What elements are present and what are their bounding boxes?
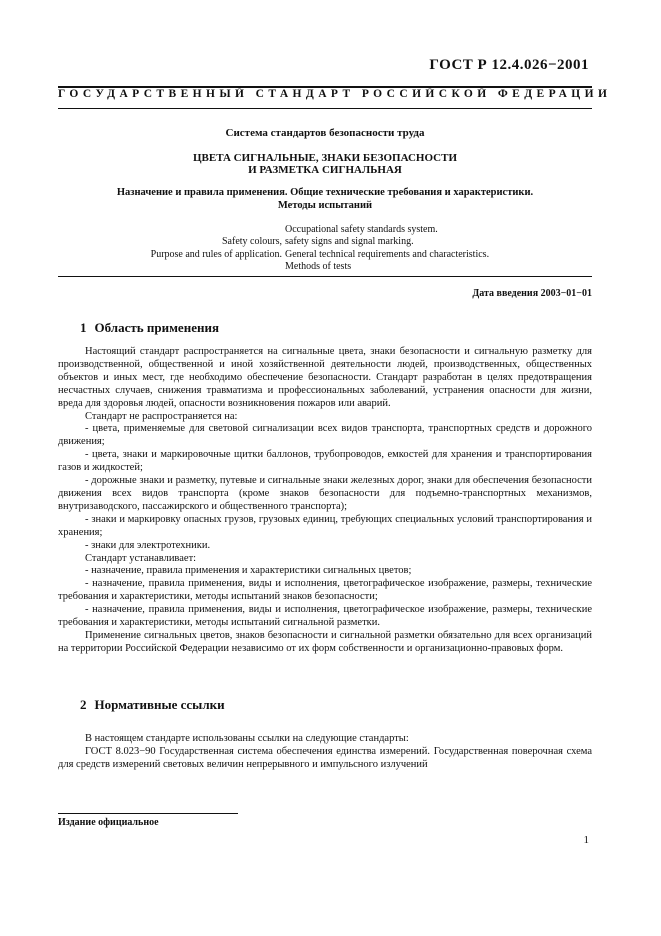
- section-2-number: 2: [80, 697, 87, 712]
- reference-item: ГОСТ 8.023−90 Государственная система обеспечения единства измерений. Государственная поверочная схема для средств измерений световых величин непрерывного и импульсного излучений: [58, 745, 592, 770]
- section-1-body: [58, 346, 592, 656]
- paragraph: Стандарт устанавливает:: [85, 552, 197, 564]
- list-item: - дорожные знаки и разметку, путевые и сигнальные знаки железных дорог, знаки для обеспечения безопасности движения всех видов транспорта (кроме знаков безопасности для подъемно-транспортных механизмов, внутризаводского, пассажирского и общественного транспорта);: [58, 475, 592, 512]
- date-rule: [58, 276, 592, 277]
- main-title-line-1: ЦВЕТА СИГНАЛЬНЫЕ, ЗНАКИ БЕЗОПАСНОСТИ: [192, 152, 458, 164]
- paragraph: Настоящий стандарт распространяется на сигнальные цвета, знаки безопасности и сигнальную разметку для производственной, общественной и иной хозяйственной деятельности людей, производственных, общественных объектов и иных мест, где необходимо обеспечение безопасности. Стандарт разработан в целях предотвращения несчастных случаев, снижения травматизма и профессиональных заболеваний, устранения опасности для жизни, вреда для здоровья людей, опасности возникновения пожаров или аварий.: [58, 346, 592, 409]
- english-title-block: [58, 224, 489, 273]
- state-standard-heading: ГОСУДАРСТВЕННЫЙ СТАНДАРТ РОССИЙСКОЙ ФЕДЕРАЦИИ: [58, 88, 612, 100]
- subtitle-line-1: Назначение и правила применения. Общие технические требования и характеристики.: [116, 187, 534, 198]
- english-title-row: [58, 224, 489, 236]
- paragraph: Применение сигнальных цветов, знаков безопасности и сигнальной разметки обязательно для всех организаций на территории Российской Федерации независимо от их форм собственности и организационно-правовых форм.: [58, 629, 592, 654]
- header-rule-bottom: [58, 108, 592, 109]
- english-title-row: [58, 261, 489, 273]
- english-title-row: [58, 249, 489, 261]
- introduction-date: Дата введения 2003−01−01: [472, 288, 592, 299]
- english-title-line-4: Methods of tests: [285, 260, 352, 272]
- list-item: - знаки для электротехники.: [85, 539, 211, 551]
- section-1-title: Область применения: [94, 320, 219, 335]
- english-title-line-2-left: Safety colours,: [222, 236, 282, 248]
- list-item: - назначение, правила применения, виды и исполнения, цветографическое изображение, размеры, технические требования и характеристики, методы испытаний сигнальной разметки.: [58, 604, 592, 629]
- standard-series-title: Система стандартов безопасности труда: [225, 127, 425, 139]
- english-title-line-3-left: Purpose and rules of application.: [150, 248, 282, 260]
- paragraph: Стандарт не распространяется на:: [85, 410, 238, 422]
- english-title-line-1: Occupational safety standards system.: [285, 224, 438, 235]
- english-title-line-2-right: safety signs and signal marking.: [285, 236, 414, 248]
- section-2-body: [58, 733, 592, 772]
- list-item: - назначение, правила применения и характеристики сигнальных цветов;: [85, 565, 412, 577]
- paragraph: В настоящем стандарте использованы ссылки на следующие стандарты:: [85, 733, 409, 744]
- english-title-line-3-right: General technical requirements and characteristics.: [285, 248, 490, 260]
- english-title-row: [58, 236, 489, 248]
- section-1-number: 1: [80, 320, 87, 335]
- subtitle: [80, 186, 570, 212]
- page-number: 1: [583, 834, 589, 846]
- footer-rule: [58, 813, 238, 814]
- list-item: - цвета, знаки и маркировочные щитки баллонов, трубопроводов, емкостей для хранения и транспортирования газов и жидкостей;: [58, 449, 592, 474]
- subtitle-line-2: Методы испытаний: [277, 200, 373, 211]
- list-item: - цвета, применяемые для световой сигнализации всех видов транспорта, транспортных средств и дорожного движения;: [58, 423, 592, 448]
- edition-note: Издание официальное: [58, 817, 159, 828]
- section-2-title: Нормативные ссылки: [94, 697, 225, 712]
- list-item: - знаки и маркировку опасных грузов, грузовых единиц, требующих специальных условий транспортирования и хранения;: [58, 513, 592, 538]
- section-1-heading: [80, 320, 219, 336]
- list-item: - назначение, правила применения, виды и исполнения, цветографическое изображение, размеры, технические требования и характеристики, методы испытаний знаков безопасности;: [58, 578, 592, 603]
- main-title-line-2: И РАЗМЕТКА СИГНАЛЬНАЯ: [248, 164, 402, 176]
- document-number: ГОСТ Р 12.4.026−2001: [429, 57, 589, 73]
- main-title: [58, 152, 592, 176]
- section-2-heading: [80, 697, 225, 713]
